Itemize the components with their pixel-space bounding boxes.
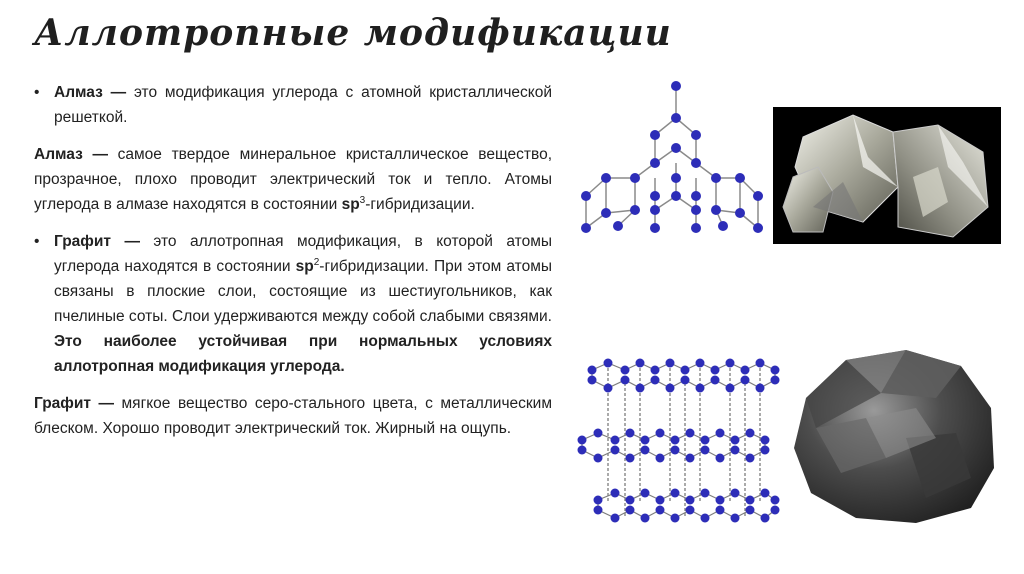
diamond-lattice-diagram [558, 78, 773, 246]
paragraph-graphite-definition [34, 229, 552, 379]
term-graphite: Графит — [54, 233, 140, 250]
paragraph-text: это аллотропная модификация, в которой атомы углерода находятся в состоянии [54, 233, 552, 275]
term-diamond: Алмаз — [34, 146, 108, 163]
paragraph-text: -гибридизации. [365, 196, 475, 213]
page-title: Аллотропные модификации [34, 12, 672, 54]
paragraph-graphite-properties [34, 391, 552, 441]
sp-label: sp [295, 258, 314, 275]
term-graphite: Графит — [34, 395, 114, 412]
paragraph-text: мягкое вещество серо-стального цвета, с металлическим блеском. Хорошо проводит электрический ток. Жирный на ощупь. [34, 395, 552, 437]
graphite-lattice-diagram [570, 348, 785, 533]
paragraph-diamond-definition [34, 80, 552, 130]
term-diamond: Алмаз — [54, 84, 127, 101]
paragraph-text: -гибридизации. При этом атомы связаны в плоские слои, состоящие из шестиугольников, как пчелиные соты. Слои удерживаются между собой слабыми связями. [54, 258, 553, 325]
paragraph-text: это модификация углерода с атомной кристаллической решеткой. [54, 84, 552, 126]
text-content [34, 80, 552, 453]
diamond-crystal-photo [773, 107, 1001, 244]
paragraph-text: самое твердое минеральное кристаллическое вещество, прозрачное, плохо проводит электрический ток и тепло. Атомы углерода в алмазе находятся в состоянии [34, 146, 552, 213]
paragraph-diamond-properties [34, 142, 552, 217]
sp-superscript: 3 [359, 194, 366, 206]
graphite-stability-note: Это наиболее устойчивая при нормальных условиях аллотропная модификация углерода. [54, 333, 552, 375]
graphite-mineral-photo [786, 338, 998, 530]
sp-superscript: 2 [313, 256, 320, 268]
sp-label: sp [341, 196, 360, 213]
